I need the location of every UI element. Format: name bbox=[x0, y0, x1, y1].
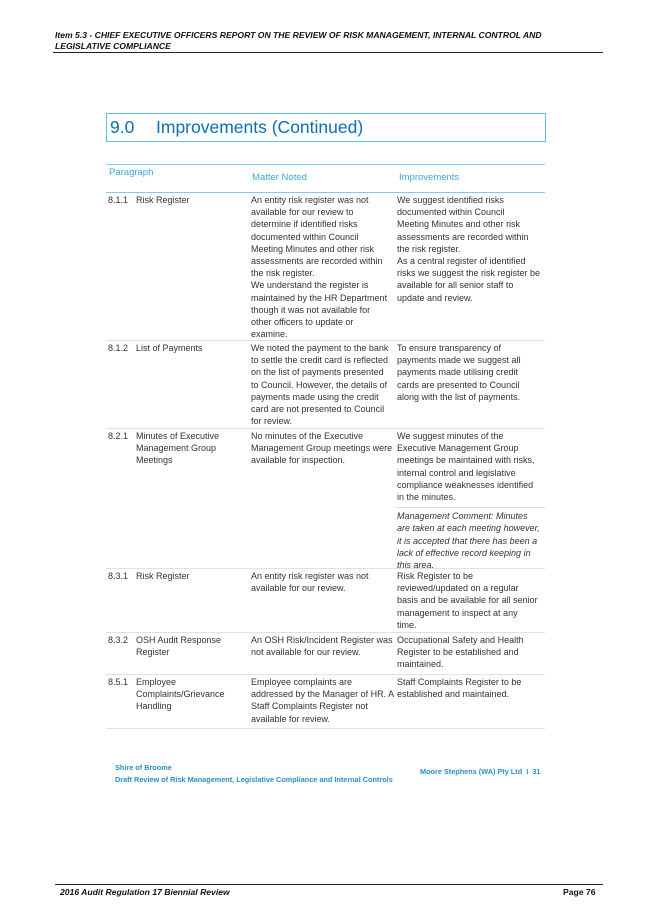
row-subject bbox=[136, 430, 219, 467]
row-improvement-line: Register to be established and bbox=[397, 647, 519, 658]
row-matter-noted-line: An entity risk register was not bbox=[251, 571, 369, 581]
row-improvement-line: risks we suggest the risk register be bbox=[397, 268, 541, 279]
report-header-line-2: LEGISLATIVE COMPLIANCE bbox=[55, 40, 171, 51]
column-header-improvements: Improvements bbox=[399, 172, 460, 183]
row-subject-line: Management Group bbox=[136, 443, 217, 454]
row-improvement bbox=[397, 342, 521, 403]
management-comment-line: are taken at each meeting however, bbox=[397, 523, 540, 534]
report-header bbox=[55, 30, 603, 51]
row-matter-noted-line: determine if identified risks bbox=[251, 219, 358, 230]
row-improvement-line: along with the list of payments. bbox=[397, 391, 521, 402]
row-divider bbox=[106, 632, 545, 633]
row-matter-noted bbox=[251, 676, 394, 725]
row-improvement-line: Staff Complaints Register to be bbox=[397, 677, 522, 687]
footer-organisation: Shire of Broome bbox=[115, 763, 172, 772]
row-subject-line: Minutes of Executive bbox=[136, 431, 220, 441]
row-divider bbox=[106, 674, 545, 675]
row-divider bbox=[106, 568, 545, 569]
row-improvement-line: payments made we suggest all bbox=[397, 355, 521, 366]
row-improvement-line: assessments are recorded within bbox=[397, 231, 529, 242]
row-matter-noted-line: on the list of payments presented bbox=[251, 367, 384, 378]
row-paragraph-number: 8.1.2 bbox=[108, 343, 129, 353]
management-comment bbox=[397, 510, 540, 571]
footer-right bbox=[420, 767, 540, 776]
row-matter-noted-line: Employee complaints are bbox=[251, 677, 353, 687]
row-paragraph-number: 8.5.1 bbox=[108, 677, 129, 687]
row-matter-noted-line: examine. bbox=[251, 329, 288, 340]
row-subject-line: Risk Register bbox=[136, 195, 190, 205]
management-comment-line: it is accepted that there has been a bbox=[397, 535, 538, 546]
row-improvement-line: As a central register of identified bbox=[397, 256, 526, 267]
row-matter-noted-line: Staff Complaints Register not bbox=[251, 701, 368, 712]
footer-left bbox=[115, 762, 393, 785]
row-matter-noted-line: We understand the register is bbox=[251, 280, 369, 291]
row-improvement-line: maintained. bbox=[397, 659, 444, 670]
row-matter-noted bbox=[251, 634, 393, 658]
bottom-divider bbox=[55, 884, 603, 885]
row-divider bbox=[106, 340, 545, 341]
row-paragraph-number: 8.3.1 bbox=[108, 571, 129, 581]
row-matter-noted bbox=[251, 570, 369, 594]
row-improvement-line: meetings be maintained with risks, bbox=[397, 455, 535, 466]
row-subject-line: OSH Audit Response bbox=[136, 635, 222, 645]
row-improvement-line: documented within Council bbox=[397, 207, 505, 218]
row-subject-line: Employee bbox=[136, 677, 177, 687]
row-improvement-line: compliance weaknesses identified bbox=[397, 479, 534, 490]
row-improvement-line: in the minutes. bbox=[397, 492, 456, 503]
row-matter-noted-line: Management Group meetings were bbox=[251, 443, 393, 454]
management-comment-line: this area. bbox=[397, 560, 435, 570]
management-comment-divider bbox=[397, 507, 545, 508]
footer-page-number: 31 bbox=[532, 767, 541, 776]
row-improvement-line: Executive Management Group bbox=[397, 443, 519, 454]
row-matter-noted-line: available for inspection. bbox=[251, 455, 346, 466]
row-matter-noted-line: for review. bbox=[251, 416, 293, 427]
row-matter-noted-line: not available for our review. bbox=[251, 647, 361, 658]
row-matter-noted bbox=[251, 342, 388, 427]
management-comment-line: lack of effective record keeping in bbox=[397, 547, 531, 558]
row-matter-noted-line: maintained by the HR Department bbox=[251, 292, 388, 303]
row-improvement-line: We suggest identified risks bbox=[397, 195, 504, 205]
row-matter-noted-line: the risk register. bbox=[251, 268, 315, 279]
row-improvement-line: Meeting Minutes and other risk bbox=[397, 219, 521, 230]
row-matter-noted-line: to Council. However, the details of bbox=[251, 379, 388, 390]
header-divider bbox=[53, 52, 603, 53]
row-matter-noted-line: We noted the payment to the bank bbox=[251, 343, 389, 353]
row-improvement-line: available for all senior staff to bbox=[397, 280, 514, 291]
row-subject bbox=[136, 634, 221, 658]
row-subject-line: Meetings bbox=[136, 455, 173, 466]
row-improvement bbox=[397, 676, 521, 700]
row-subject bbox=[136, 342, 203, 354]
row-matter-noted-line: addressed by the Manager of HR. A bbox=[251, 689, 395, 700]
row-matter-noted-line: An OSH Risk/Incident Register was bbox=[251, 635, 393, 645]
row-matter-noted-line: other officers to update or bbox=[251, 317, 354, 328]
footer-firm: Moore Stephens (WA) Pty Ltd bbox=[420, 767, 523, 776]
row-subject-line: Complaints/Grievance bbox=[136, 689, 225, 700]
row-improvement bbox=[397, 570, 538, 631]
row-improvement-line: the risk register. bbox=[397, 243, 461, 254]
row-improvement-line: established and maintained. bbox=[397, 689, 510, 700]
row-subject-line: Risk Register bbox=[136, 571, 190, 581]
row-subject bbox=[136, 676, 225, 713]
row-matter-noted-line: Meeting Minutes and other risk bbox=[251, 243, 375, 254]
row-subject bbox=[136, 194, 190, 206]
section-number: 9.0 bbox=[110, 117, 135, 137]
row-paragraph-number: 8.1.1 bbox=[108, 195, 129, 205]
row-subject-line: Handling bbox=[136, 701, 172, 712]
row-matter-noted bbox=[251, 194, 387, 340]
table-header-rule bbox=[106, 192, 545, 193]
row-matter-noted-line: An entity risk register was not bbox=[251, 195, 369, 205]
report-header-line-1: Item 5.3 - CHIEF EXECUTIVE OFFICERS REPORT ON THE REVIEW OF RISK MANAGEMENT, INTERNAL CONTROL AND bbox=[55, 30, 542, 40]
management-comment-line: Management Comment: Minutes bbox=[397, 511, 528, 522]
row-matter-noted bbox=[251, 430, 392, 467]
row-matter-noted-line: available for our review to bbox=[251, 207, 354, 218]
row-improvement-line: time. bbox=[397, 619, 417, 630]
row-improvement-line: Risk Register to be bbox=[397, 571, 474, 581]
row-paragraph-number: 8.2.1 bbox=[108, 431, 129, 441]
row-paragraph-number: 8.3.2 bbox=[108, 635, 129, 645]
row-improvement-line: reviewed/updated on a regular bbox=[397, 583, 519, 594]
row-improvement-line: Occupational Safety and Health bbox=[397, 635, 524, 645]
row-subject-line: List of Payments bbox=[136, 343, 203, 353]
bottom-page-number: Page 76 bbox=[563, 887, 596, 897]
row-matter-noted-line: card are not presented to Council bbox=[251, 404, 385, 415]
row-improvement-line: We suggest minutes of the bbox=[397, 431, 504, 441]
row-matter-noted-line: available for our review. bbox=[251, 583, 346, 594]
row-improvement-line: internal control and legislative bbox=[397, 467, 516, 478]
row-improvement-line: basis and be available for all senior bbox=[397, 595, 538, 606]
row-matter-noted-line: though it was not available for bbox=[251, 304, 371, 315]
row-subject bbox=[136, 570, 190, 582]
column-header-paragraph: Paragraph bbox=[109, 167, 154, 178]
row-matter-noted-line: payments made using the credit bbox=[251, 391, 379, 402]
row-improvement-line: management to inspect at any bbox=[397, 607, 518, 618]
row-matter-noted-line: assessments are recorded within bbox=[251, 256, 383, 267]
table-top-rule bbox=[106, 164, 545, 165]
row-matter-noted-line: available for review. bbox=[251, 713, 331, 724]
section-heading bbox=[106, 113, 546, 142]
row-matter-noted-line: documented within Council bbox=[251, 231, 359, 242]
row-subject-line: Register bbox=[136, 647, 170, 658]
bottom-document-name: 2016 Audit Regulation 17 Biennial Review bbox=[60, 887, 230, 897]
footer-separator: I bbox=[526, 767, 529, 776]
row-improvement bbox=[397, 430, 535, 503]
row-improvement bbox=[397, 634, 524, 671]
row-improvement-line: payments made utilising credit bbox=[397, 367, 519, 378]
row-divider bbox=[106, 728, 545, 729]
row-matter-noted-line: No minutes of the Executive bbox=[251, 431, 364, 441]
section-title: Improvements (Continued) bbox=[156, 117, 364, 137]
column-header-matter-noted: Matter Noted bbox=[252, 172, 307, 183]
row-improvement-line: update and review. bbox=[397, 292, 473, 303]
row-matter-noted-line: to settle the credit card is reflected bbox=[251, 355, 389, 366]
row-improvement-line: To ensure transparency of bbox=[397, 343, 502, 353]
row-improvement-line: cards are presented to Council bbox=[397, 379, 520, 390]
row-improvement bbox=[397, 194, 540, 304]
row-divider bbox=[106, 428, 545, 429]
footer-document-title: Draft Review of Risk Management, Legislative Compliance and Internal Controls bbox=[115, 774, 393, 784]
